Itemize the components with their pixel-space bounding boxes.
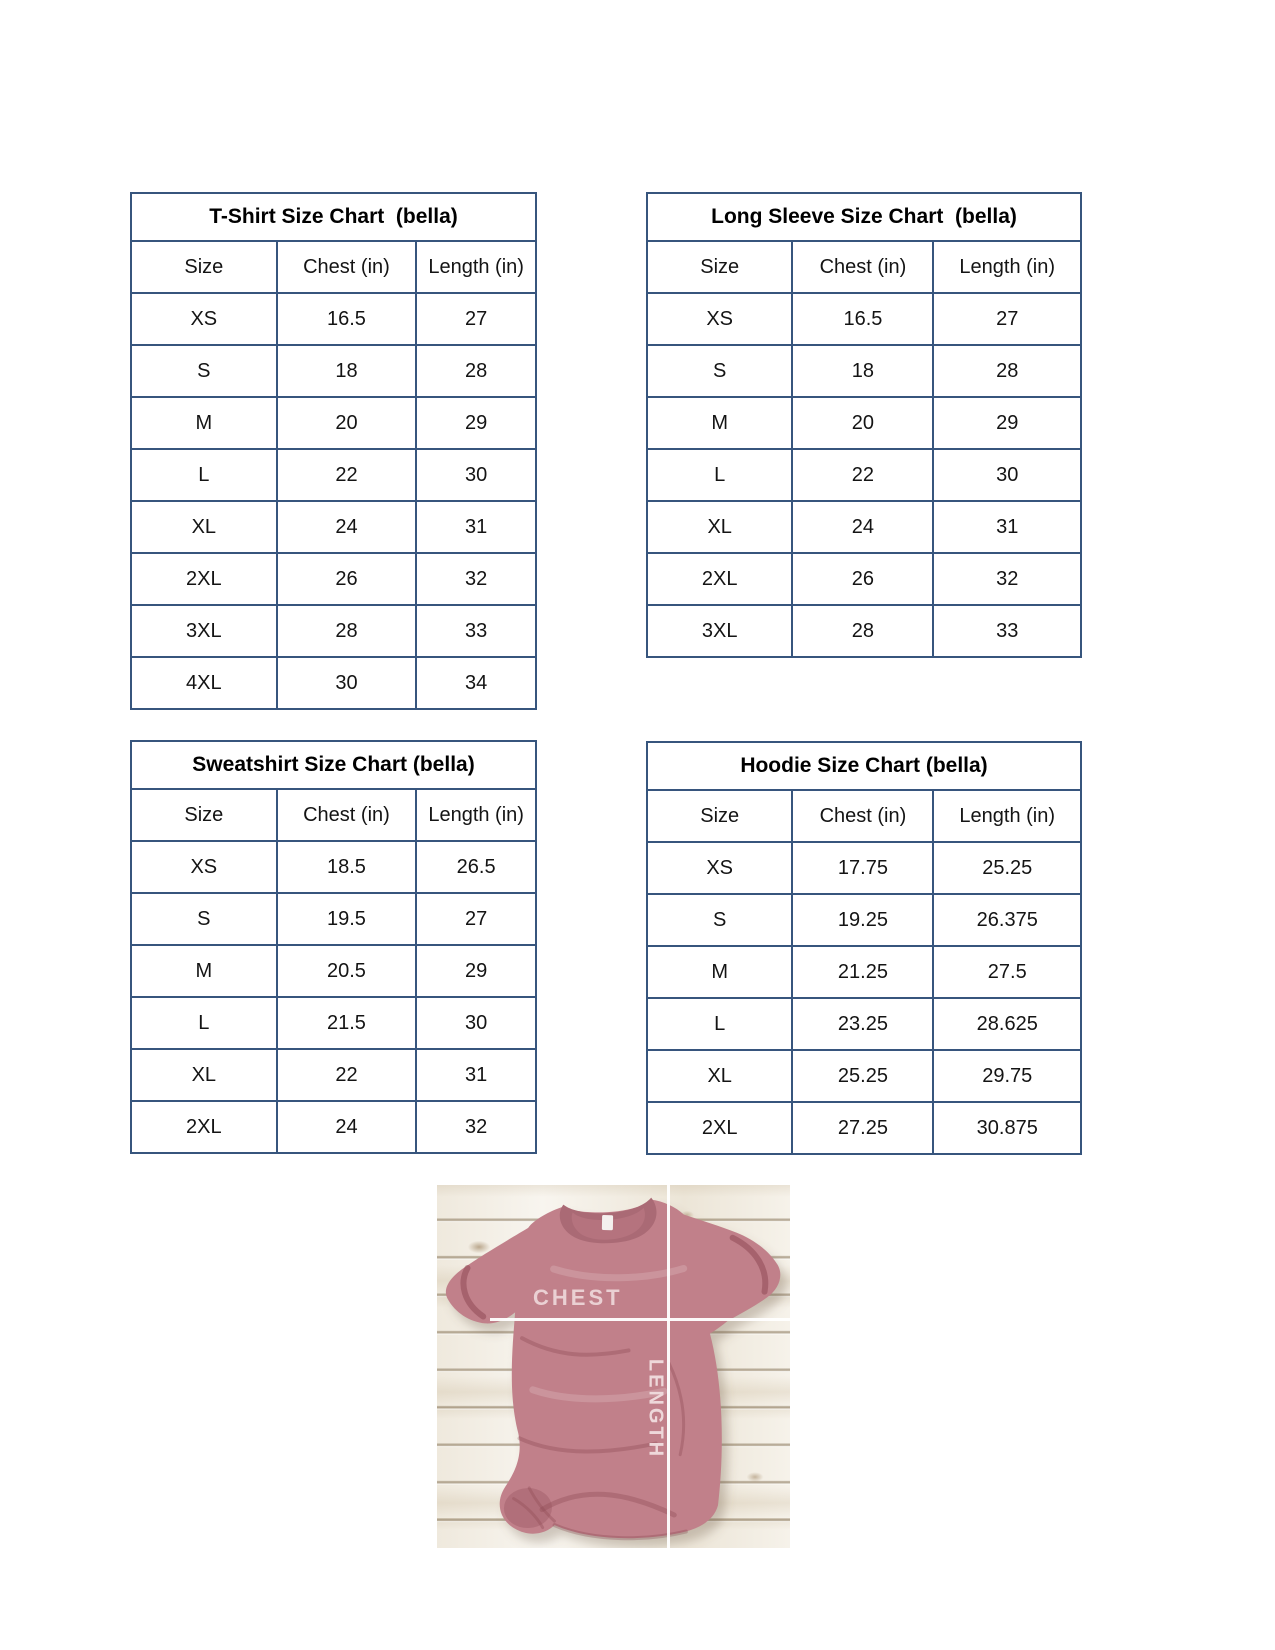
chest-cell: 28 (792, 605, 933, 657)
table-header-row (647, 241, 1081, 293)
size-cell: 2XL (131, 1101, 277, 1153)
length-column-header: Length (in) (933, 790, 1081, 842)
size-column-header: Size (131, 789, 277, 841)
long-sleeve-table-title: Long Sleeve Size Chart (bella) (646, 192, 1082, 242)
table-row (647, 345, 1081, 397)
chest-cell: 20 (277, 397, 417, 449)
chest-cell: 23.25 (792, 998, 933, 1050)
table-row (647, 605, 1081, 657)
length-cell: 32 (416, 1101, 536, 1153)
size-cell: L (647, 998, 792, 1050)
length-label: LENGTH (644, 1358, 667, 1460)
table-header-row (647, 790, 1081, 842)
length-column-header: Length (in) (416, 789, 536, 841)
length-cell: 29.75 (933, 1050, 1081, 1102)
chest-cell: 19.25 (792, 894, 933, 946)
table-row (131, 501, 536, 553)
chest-column-header: Chest (in) (792, 241, 933, 293)
tshirt-table-grid (130, 240, 537, 710)
table-header-row (131, 241, 536, 293)
chest-cell: 16.5 (277, 293, 417, 345)
sweatshirt-table-grid (130, 788, 537, 1154)
table-header-row (131, 789, 536, 841)
table-row (647, 1050, 1081, 1102)
length-cell: 26.5 (416, 841, 536, 893)
length-cell: 27 (416, 893, 536, 945)
chest-cell: 21.5 (277, 997, 417, 1049)
size-cell: XS (131, 841, 277, 893)
hoodie-table-title: Hoodie Size Chart (bella) (646, 741, 1082, 791)
table-row (131, 997, 536, 1049)
hoodie-size-chart-table (646, 741, 1082, 1155)
table-row (647, 946, 1081, 998)
size-cell: 2XL (647, 1102, 792, 1154)
chest-cell: 26 (277, 553, 417, 605)
chest-measure-line (490, 1318, 790, 1321)
length-cell: 27 (416, 293, 536, 345)
length-column-header: Length (in) (933, 241, 1081, 293)
size-cell: XS (647, 293, 792, 345)
chest-label: CHEST (533, 1285, 623, 1310)
size-cell: M (647, 397, 792, 449)
size-cell: M (131, 397, 277, 449)
length-cell: 34 (416, 657, 536, 709)
length-cell: 32 (416, 553, 536, 605)
length-column-header: Length (in) (416, 241, 536, 293)
chest-cell: 20.5 (277, 945, 417, 997)
chest-cell: 22 (277, 449, 417, 501)
table-row (131, 841, 536, 893)
size-cell: 2XL (131, 553, 277, 605)
chest-cell: 24 (277, 1101, 417, 1153)
table-row (647, 998, 1081, 1050)
chest-column-header: Chest (in) (792, 790, 933, 842)
size-cell: L (647, 449, 792, 501)
size-cell: L (131, 449, 277, 501)
size-cell: 3XL (131, 605, 277, 657)
length-cell: 25.25 (933, 842, 1081, 894)
size-cell: XL (647, 1050, 792, 1102)
length-cell: 29 (416, 397, 536, 449)
length-cell: 33 (933, 605, 1081, 657)
table-row (131, 345, 536, 397)
chest-cell: 25.25 (792, 1050, 933, 1102)
tshirt-table-title: T-Shirt Size Chart (bella) (130, 192, 537, 242)
chest-cell: 22 (277, 1049, 417, 1101)
size-cell: 2XL (647, 553, 792, 605)
size-cell: XL (131, 1049, 277, 1101)
length-cell: 29 (933, 397, 1081, 449)
length-cell: 30 (416, 997, 536, 1049)
table-row (131, 605, 536, 657)
chest-cell: 26 (792, 553, 933, 605)
size-cell: XS (647, 842, 792, 894)
chest-cell: 19.5 (277, 893, 417, 945)
tshirt-measurement-photo (437, 1185, 790, 1548)
chest-cell: 18 (277, 345, 417, 397)
size-cell: M (647, 946, 792, 998)
chest-cell: 20 (792, 397, 933, 449)
length-cell: 29 (416, 945, 536, 997)
table-row (131, 1049, 536, 1101)
table-row (647, 553, 1081, 605)
size-column-header: Size (131, 241, 277, 293)
size-cell: XL (131, 501, 277, 553)
long-sleeve-table-grid (646, 240, 1082, 658)
table-row (131, 945, 536, 997)
chest-column-header: Chest (in) (277, 241, 417, 293)
size-column-header: Size (647, 790, 792, 842)
length-cell: 27 (933, 293, 1081, 345)
length-cell: 27.5 (933, 946, 1081, 998)
chest-cell: 30 (277, 657, 417, 709)
size-cell: XL (647, 501, 792, 553)
size-cell: S (647, 894, 792, 946)
tshirt-size-chart-table (130, 192, 537, 710)
chest-cell: 28 (277, 605, 417, 657)
table-row (131, 1101, 536, 1153)
table-row (647, 894, 1081, 946)
table-row (131, 553, 536, 605)
length-cell: 28 (933, 345, 1081, 397)
chest-cell: 27.25 (792, 1102, 933, 1154)
length-cell: 32 (933, 553, 1081, 605)
length-cell: 31 (416, 501, 536, 553)
chest-column-header: Chest (in) (277, 789, 417, 841)
sweatshirt-size-chart-table (130, 740, 537, 1154)
length-cell: 30 (933, 449, 1081, 501)
table-row (131, 893, 536, 945)
long-sleeve-size-chart-table (646, 192, 1082, 658)
length-cell: 31 (416, 1049, 536, 1101)
size-column-header: Size (647, 241, 792, 293)
table-row (131, 657, 536, 709)
size-cell: 4XL (131, 657, 277, 709)
table-row (131, 397, 536, 449)
table-row (131, 449, 536, 501)
length-cell: 26.375 (933, 894, 1081, 946)
size-cell: M (131, 945, 277, 997)
tshirt-illustration (437, 1185, 790, 1548)
chest-cell: 16.5 (792, 293, 933, 345)
chest-cell: 17.75 (792, 842, 933, 894)
table-row (647, 501, 1081, 553)
table-row (647, 293, 1081, 345)
length-cell: 28.625 (933, 998, 1081, 1050)
size-cell: XS (131, 293, 277, 345)
table-row (647, 397, 1081, 449)
table-row (131, 293, 536, 345)
length-measure-line (667, 1185, 670, 1548)
length-cell: 30.875 (933, 1102, 1081, 1154)
table-row (647, 449, 1081, 501)
size-cell: S (131, 345, 277, 397)
sweatshirt-table-title: Sweatshirt Size Chart (bella) (130, 740, 537, 790)
chest-cell: 24 (277, 501, 417, 553)
hoodie-table-grid (646, 789, 1082, 1155)
length-cell: 30 (416, 449, 536, 501)
size-cell: S (647, 345, 792, 397)
length-cell: 28 (416, 345, 536, 397)
chest-cell: 18 (792, 345, 933, 397)
chest-cell: 18.5 (277, 841, 417, 893)
length-cell: 31 (933, 501, 1081, 553)
table-row (647, 1102, 1081, 1154)
chest-cell: 21.25 (792, 946, 933, 998)
size-cell: S (131, 893, 277, 945)
chest-cell: 24 (792, 501, 933, 553)
size-cell: 3XL (647, 605, 792, 657)
length-cell: 33 (416, 605, 536, 657)
chest-cell: 22 (792, 449, 933, 501)
table-row (647, 842, 1081, 894)
size-cell: L (131, 997, 277, 1049)
